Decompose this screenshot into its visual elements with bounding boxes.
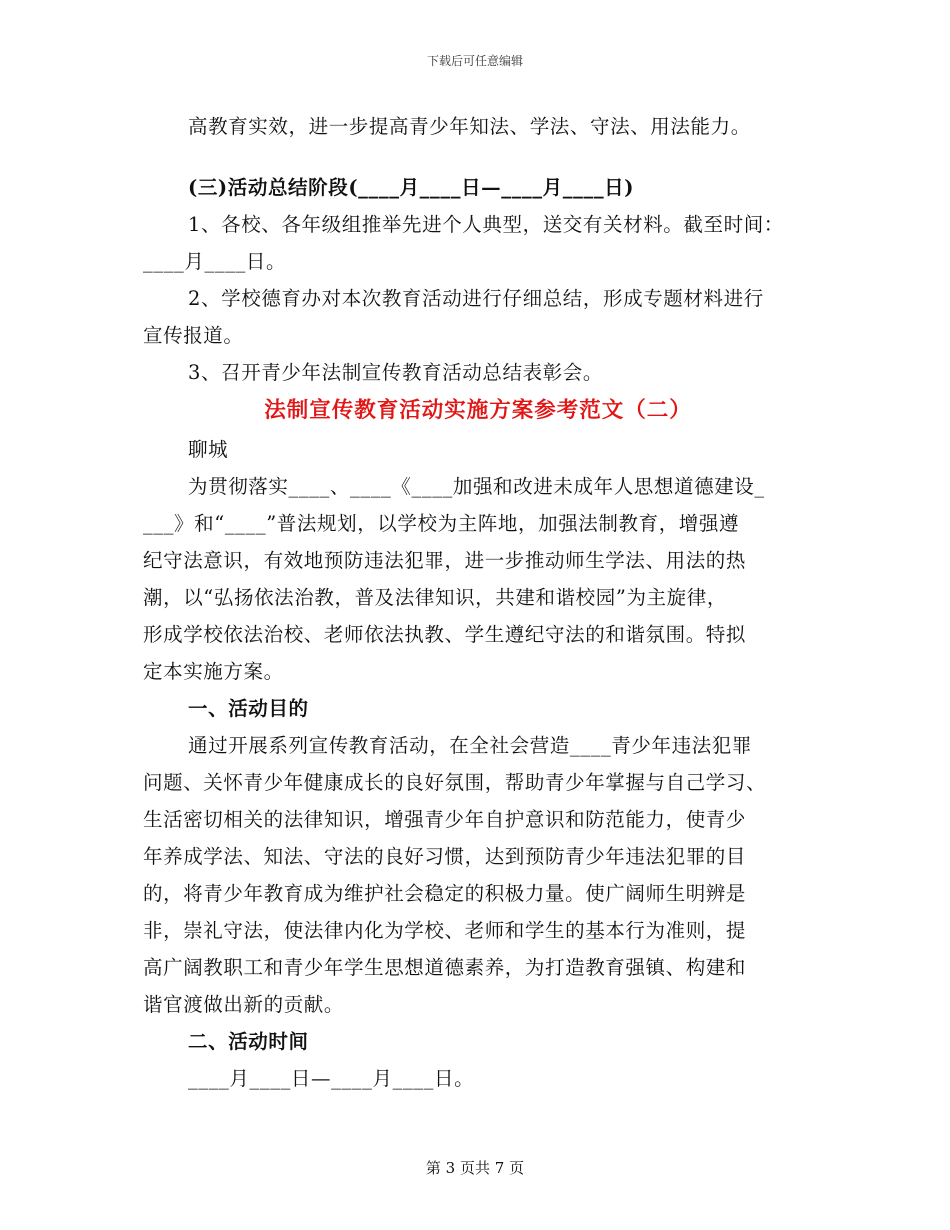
stage3-item1-line2: ____月____日。 xyxy=(143,250,287,273)
stage3-item2-line2: 宣传报道。 xyxy=(143,324,244,347)
intro-line: ___》和“____”普法规划，以学校为主阵地，加强法制教育，增强遵 xyxy=(143,512,740,535)
goal-line: 非，崇礼守法，使法律内化为学校、老师和学生的基本行为准则，提 xyxy=(143,919,747,942)
stage3-item2-line1: 2、学校德育办对本次教育活动进行仔细总结，形成专题材料进行 xyxy=(188,287,764,310)
time-line: ____月____日—____月____日。 xyxy=(188,1067,475,1090)
goal-line: 谐官渡做出新的贡献。 xyxy=(143,993,345,1016)
goal-line: 通过开展系列宣传教育活动，在全社会营造____青少年违法犯罪 xyxy=(188,734,753,757)
intro-line: 定本实施方案。 xyxy=(143,660,284,683)
intro-line: 潮，以“弘扬依法治教，普及法律知识，共建和谐校园”为主旋律， xyxy=(143,586,727,609)
page-number: 第 3 页共 7 页 xyxy=(425,1159,525,1177)
goal-line: 的，将青少年教育成为维护社会稳定的积极力量。使广阔师生明辨是 xyxy=(143,882,747,905)
stage3-heading: (三)活动总结阶段(____月____日—____月____日) xyxy=(188,176,635,199)
intro-line: 形成学校依法治校、老师依法执教、学生遵纪守法的和谐氛围。特拟 xyxy=(143,623,747,646)
intro-line: 纪守法意识，有效地预防违法犯罪，进一步推动师生学法、用法的热 xyxy=(143,549,747,572)
stage3-item3: 3、召开青少年法制宣传教育活动总结表彰会。 xyxy=(188,361,604,384)
intro-line: 为贯彻落实____、____《____加强和改进未成年人思想道德建设_ xyxy=(188,475,765,498)
goal-heading: 一、活动目的 xyxy=(188,697,309,720)
page-header-note: 下载后可任意编辑 xyxy=(426,54,523,68)
time-heading: 二、活动时间 xyxy=(188,1030,309,1053)
section-title: 法制宣传教育活动实施方案参考范文（二） xyxy=(264,398,692,423)
goal-line: 生活密切相关的法律知识，增强青少年自护意识和防范能力，使青少 xyxy=(143,808,747,831)
stage3-item1-line1: 1、各校、各年级组推举先进个人典型，送交有关材料。截至时间： xyxy=(188,213,784,236)
previous-paragraph-tail: 高教育实效，进一步提高青少年知法、学法、守法、用法能力。 xyxy=(188,115,751,138)
place-name: 聊城 xyxy=(188,438,229,461)
document-body xyxy=(143,108,813,1097)
paragraph-gap xyxy=(143,145,813,169)
goal-line: 高广阔教职工和青少年学生思想道德素养，为打造教育强镇、构建和 xyxy=(143,956,747,979)
goal-line: 年养成学法、知法、守法的良好习惯，达到预防青少年违法犯罪的目 xyxy=(143,845,747,868)
goal-line: 问题、关怀青少年健康成长的良好氛围，帮助青少年掌握与自己学习、 xyxy=(143,771,767,794)
